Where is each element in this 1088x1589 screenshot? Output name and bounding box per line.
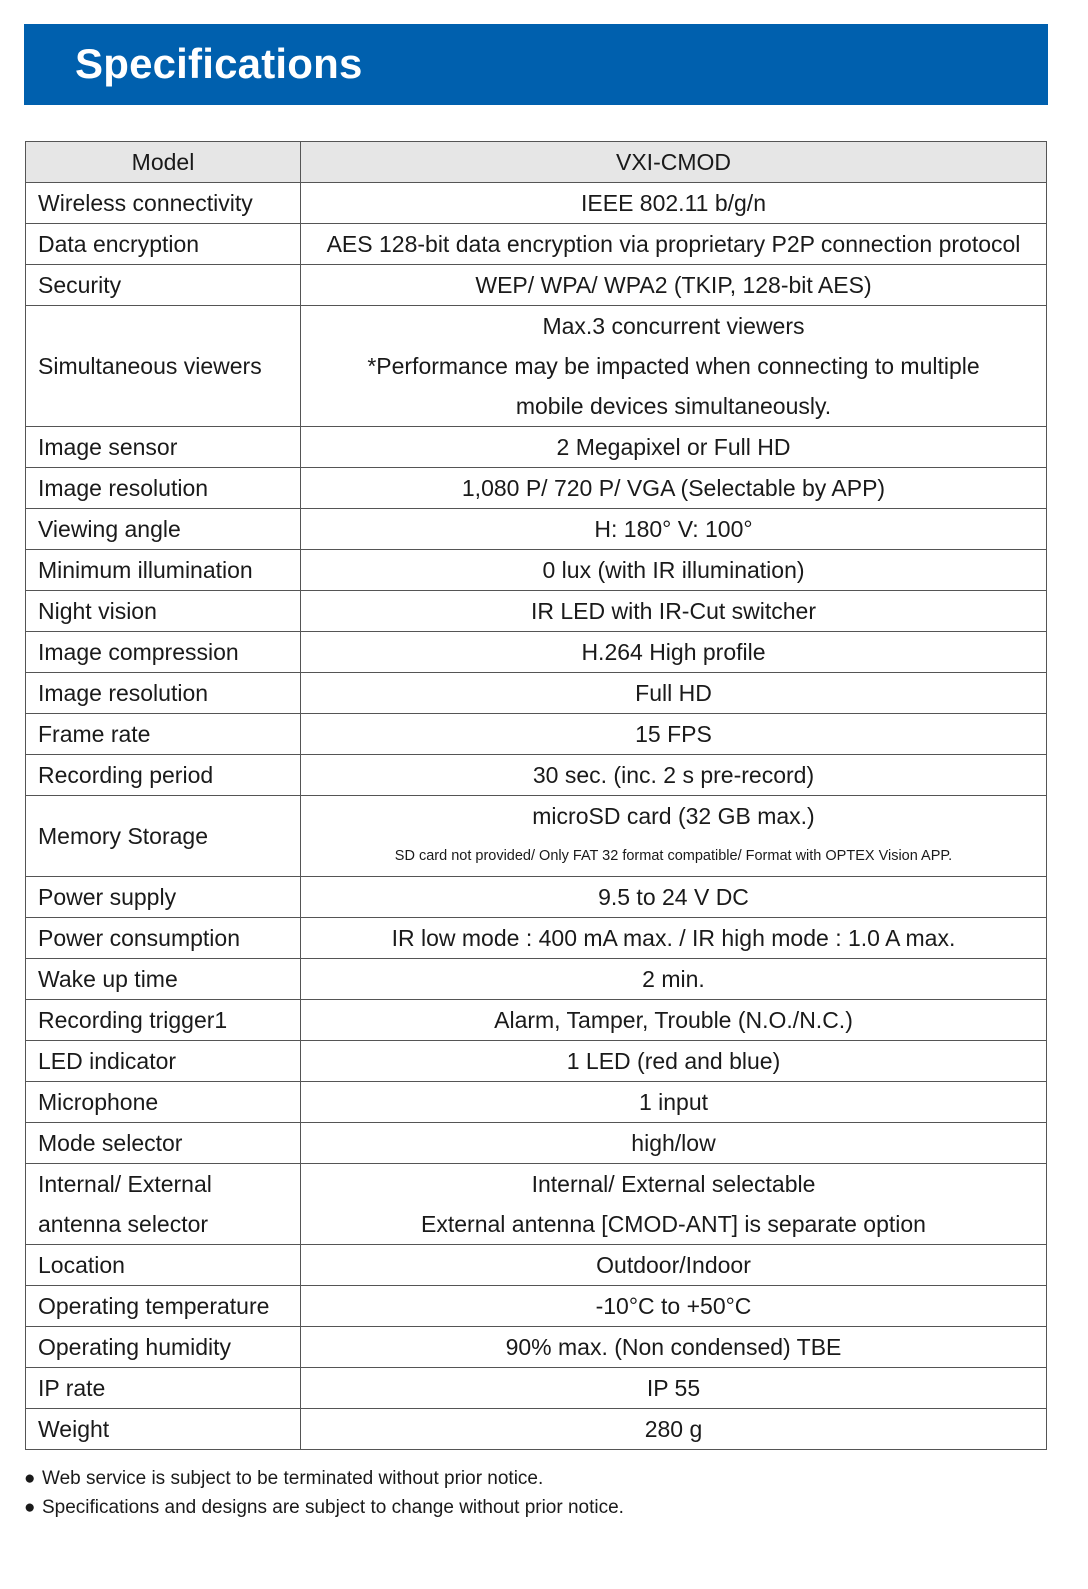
spec-label xyxy=(26,796,301,877)
footnote xyxy=(24,1464,624,1493)
spec-label xyxy=(26,1286,301,1327)
table-row xyxy=(26,509,1047,550)
spec-value xyxy=(301,1368,1047,1409)
spec-label-line: Minimum illumination xyxy=(38,557,253,583)
spec-value xyxy=(301,509,1047,550)
spec-value-line: high/low xyxy=(631,1130,716,1156)
spec-label xyxy=(26,265,301,306)
spec-label xyxy=(26,1000,301,1041)
table-row xyxy=(26,877,1047,918)
spec-label xyxy=(26,959,301,1000)
spec-value-line: 30 sec. (inc. 2 s pre-record) xyxy=(532,762,815,788)
spec-value xyxy=(301,1286,1047,1327)
spec-value xyxy=(301,468,1047,509)
spec-value-line: H: 180° V: 100° xyxy=(594,516,753,542)
table-row xyxy=(26,1327,1047,1368)
spec-value xyxy=(301,632,1047,673)
table-row xyxy=(26,1082,1047,1123)
spec-value-line: -10°C to +50°C xyxy=(595,1293,752,1319)
spec-label-line: Power supply xyxy=(38,884,177,910)
model-label: Model xyxy=(26,142,301,183)
spec-value xyxy=(301,959,1047,1000)
spec-label xyxy=(26,673,301,714)
spec-label xyxy=(26,632,301,673)
spec-label-line: Memory Storage xyxy=(38,823,209,849)
spec-value-line: 2 Megapixel or Full HD xyxy=(556,434,791,460)
spec-value xyxy=(301,673,1047,714)
spec-value-line: External antenna [CMOD-ANT] is separate option xyxy=(421,1211,926,1237)
spec-label xyxy=(26,183,301,224)
spec-label-line: Mode selector xyxy=(38,1130,183,1156)
spec-label xyxy=(26,1164,301,1245)
spec-label-line: Location xyxy=(38,1252,125,1278)
spec-label xyxy=(26,918,301,959)
spec-label-line: Image resolution xyxy=(38,680,209,706)
table-row xyxy=(26,550,1047,591)
spec-value-line: 9.5 to 24 V DC xyxy=(598,884,749,910)
table-row xyxy=(26,918,1047,959)
spec-value-note: SD card not provided/ Only FAT 32 format compatible/ Format with OPTEX Vision APP. xyxy=(394,848,953,864)
table-row xyxy=(26,1409,1047,1450)
spec-label-line: Recording period xyxy=(38,762,214,788)
spec-value xyxy=(301,1327,1047,1368)
spec-label-line: Microphone xyxy=(38,1089,159,1115)
spec-label-line: Image compression xyxy=(38,639,239,665)
table-row xyxy=(26,959,1047,1000)
spec-label-line: Recording trigger1 xyxy=(38,1007,228,1033)
spec-value xyxy=(301,427,1047,468)
table-row xyxy=(26,673,1047,714)
spec-label-line: Image sensor xyxy=(38,434,178,460)
spec-value xyxy=(301,1409,1047,1450)
spec-value-line: IR low mode : 400 mA max. / IR high mode : 1.0 A max. xyxy=(391,925,956,951)
spec-value-line: 90% max. (Non condensed) TBE xyxy=(505,1334,842,1360)
spec-value xyxy=(301,265,1047,306)
spec-value xyxy=(301,714,1047,755)
table-header-row xyxy=(26,142,1047,183)
spec-value xyxy=(301,224,1047,265)
spec-label-line: Security xyxy=(38,272,122,298)
footnote-text: Web service is subject to be terminated without prior notice. xyxy=(42,1468,544,1489)
footnote xyxy=(24,1493,624,1522)
spec-value-line: IP 55 xyxy=(646,1375,701,1401)
table-row xyxy=(26,183,1047,224)
footnote-text: Specifications and designs are subject to change without prior notice. xyxy=(42,1497,624,1518)
spec-value-line: 0 lux (with IR illumination) xyxy=(542,557,805,583)
spec-value xyxy=(301,1082,1047,1123)
spec-value-line: Max.3 concurrent viewers xyxy=(542,313,805,339)
table-row xyxy=(26,1164,1047,1245)
spec-label-line: Frame rate xyxy=(38,721,151,747)
specifications-table xyxy=(25,141,1047,1450)
spec-label xyxy=(26,1123,301,1164)
spec-label xyxy=(26,591,301,632)
spec-label-line: Data encryption xyxy=(38,231,200,257)
spec-value-line: *Performance may be impacted when connecting to multiple xyxy=(367,353,980,379)
spec-value-line: AES 128-bit data encryption via proprietary P2P connection protocol xyxy=(326,231,1021,257)
spec-value xyxy=(301,796,1047,877)
spec-value-line: 15 FPS xyxy=(635,721,712,747)
spec-value-line: H.264 High profile xyxy=(581,639,766,665)
table-row xyxy=(26,265,1047,306)
spec-label xyxy=(26,714,301,755)
spec-value xyxy=(301,1164,1047,1245)
spec-value-line: Internal/ External selectable xyxy=(531,1171,816,1197)
spec-value xyxy=(301,1245,1047,1286)
footnotes xyxy=(24,1464,624,1522)
spec-value xyxy=(301,1000,1047,1041)
spec-label-line: Power consumption xyxy=(38,925,240,951)
spec-label-line: antenna selector xyxy=(38,1211,209,1237)
spec-label xyxy=(26,427,301,468)
spec-label xyxy=(26,1368,301,1409)
spec-value xyxy=(301,1123,1047,1164)
spec-value-line: 280 g xyxy=(644,1416,703,1442)
table-row xyxy=(26,224,1047,265)
spec-label-line: Internal/ External xyxy=(38,1171,212,1197)
table-row xyxy=(26,306,1047,427)
spec-label xyxy=(26,1245,301,1286)
title-banner xyxy=(24,24,1048,105)
spec-label-line: Wireless connectivity xyxy=(38,190,253,216)
table-row xyxy=(26,468,1047,509)
spec-label xyxy=(26,550,301,591)
spec-label-line: Operating temperature xyxy=(38,1293,270,1319)
page-title: Specifications xyxy=(75,40,363,87)
spec-label xyxy=(26,224,301,265)
spec-value-line: 1 input xyxy=(638,1089,709,1115)
spec-value xyxy=(301,1041,1047,1082)
spec-value-line: 1 LED (red and blue) xyxy=(566,1048,781,1074)
spec-label xyxy=(26,509,301,550)
spec-label xyxy=(26,468,301,509)
spec-value-line: Alarm, Tamper, Trouble (N.O./N.C.) xyxy=(494,1007,853,1033)
spec-label-line: Viewing angle xyxy=(38,516,181,542)
table-row xyxy=(26,1368,1047,1409)
spec-label-line: Night vision xyxy=(38,598,157,624)
spec-value xyxy=(301,550,1047,591)
spec-label-line: Wake up time xyxy=(38,966,178,992)
spec-label xyxy=(26,877,301,918)
table-row xyxy=(26,591,1047,632)
spec-label xyxy=(26,755,301,796)
spec-value xyxy=(301,306,1047,427)
spec-value xyxy=(301,918,1047,959)
spec-value xyxy=(301,591,1047,632)
table-row xyxy=(26,714,1047,755)
table-row xyxy=(26,796,1047,877)
spec-label-line: Weight xyxy=(38,1416,110,1442)
spec-value xyxy=(301,183,1047,224)
spec-value-line: mobile devices simultaneously. xyxy=(515,393,832,419)
spec-value-line: Outdoor/Indoor xyxy=(596,1252,751,1278)
model-value: VXI-CMOD xyxy=(301,142,1047,183)
bullet-icon: ● xyxy=(24,1468,36,1489)
spec-value xyxy=(301,877,1047,918)
spec-label-line: LED indicator xyxy=(38,1048,177,1074)
spec-value-line: IR LED with IR-Cut switcher xyxy=(530,598,816,624)
table-row xyxy=(26,1041,1047,1082)
spec-value-line: IEEE 802.11 b/g/n xyxy=(581,190,766,216)
table-row xyxy=(26,1245,1047,1286)
spec-value-line: WEP/ WPA/ WPA2 (TKIP, 128-bit AES) xyxy=(475,272,872,298)
spec-label-line: Operating humidity xyxy=(38,1334,232,1360)
spec-label-line: Image resolution xyxy=(38,475,209,501)
table-row xyxy=(26,632,1047,673)
spec-label xyxy=(26,1409,301,1450)
spec-value xyxy=(301,755,1047,796)
table-row xyxy=(26,427,1047,468)
bullet-icon: ● xyxy=(24,1497,36,1518)
table-row xyxy=(26,1000,1047,1041)
spec-value-line: 1,080 P/ 720 P/ VGA (Selectable by APP) xyxy=(461,475,886,501)
spec-label-line: IP rate xyxy=(38,1375,106,1401)
spec-label xyxy=(26,1082,301,1123)
table-row xyxy=(26,1123,1047,1164)
spec-label-line: Simultaneous viewers xyxy=(38,353,262,379)
table-row xyxy=(26,755,1047,796)
spec-value-line: Full HD xyxy=(635,680,712,706)
spec-label xyxy=(26,306,301,427)
table-row xyxy=(26,1286,1047,1327)
spec-label xyxy=(26,1041,301,1082)
spec-value-line: 2 min. xyxy=(642,966,705,992)
spec-value-line: microSD card (32 GB max.) xyxy=(532,803,815,829)
spec-label xyxy=(26,1327,301,1368)
